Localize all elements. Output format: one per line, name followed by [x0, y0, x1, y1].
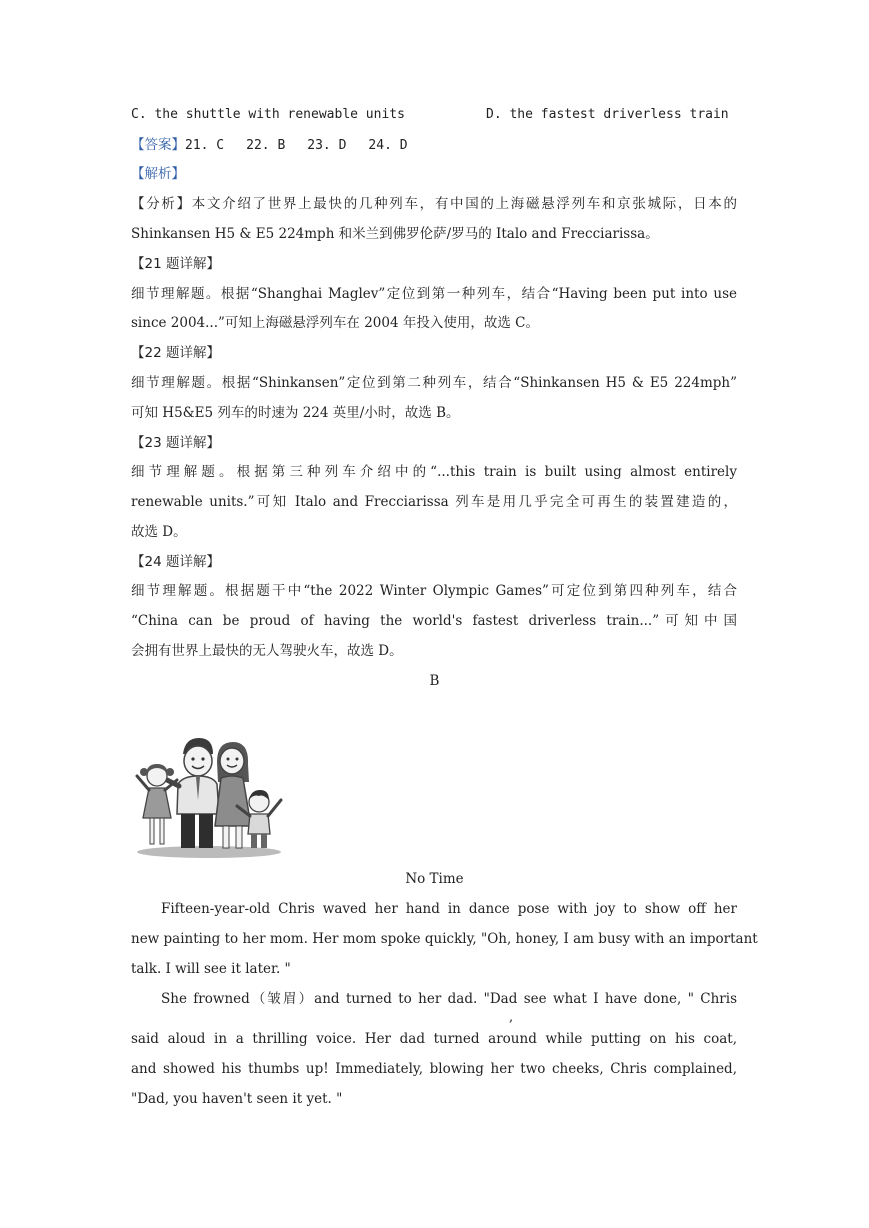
summary-line: 【分析】本文介绍了世界上最快的几种列车，有中国的上海磁悬浮列车和京张城际，日本的 [131, 196, 737, 212]
q22-text: 细节理解题。根据“Shinkansen”定位到第二种列车，结合“Shinkansen H5 & E5 224mph” [131, 375, 737, 391]
q21-text: since 2004...”可知上海磁悬浮列车在 2004 年投入使用，故选 C。 [131, 315, 539, 331]
q24-text: 细节理解题。根据题干中“the 2022 Winter Olympic Games”可定位到第四种列车，结合 [131, 583, 737, 599]
q22-text: 可知 H5&E5 列车的时速为 224 英里/小时，故选 B。 [131, 405, 460, 421]
q23-text: renewable units.”可知 Italo and Frecciarissa 列车是用几乎完全可再生的装置建造的， [131, 494, 737, 510]
section-letter: B [429, 673, 440, 689]
answer-line [131, 136, 737, 155]
q23-text: 故选 D。 [131, 524, 187, 540]
q24-heading: 【24 题详解】 [131, 554, 220, 570]
answer-item: 23. D [307, 138, 347, 153]
q23-heading: 【23 题详解】 [131, 435, 220, 451]
answer-item: 24. D [368, 138, 408, 153]
father-figure [163, 738, 219, 848]
q23-text: 细节理解题。根据第三种列车介绍中的“...this train is built using almost entirely [131, 464, 737, 480]
q21-text: 细节理解题。根据“Shanghai Maglev”定位到第一种列车，结合“Having been put into use [131, 286, 737, 302]
story-paragraph-line: Fifteen-year-old Chris waved her hand in dance pose with joy to show off her [161, 901, 737, 917]
mother-figure [215, 742, 251, 848]
analysis-label: 【解析】 [131, 166, 185, 182]
story-paragraph-line: said aloud in a thrilling voice. Her dad turned around while putting on his coat, [131, 1031, 737, 1047]
family-illustration [133, 734, 285, 860]
story-paragraph-line: new painting to her mom. Her mom spoke quickly, "Oh, honey, I am busy with an important [131, 931, 758, 947]
stray-comma: , [509, 1010, 514, 1025]
q22-heading: 【22 题详解】 [131, 345, 220, 361]
story-paragraph-line: and showed his thumbs up! Immediately, blowing her two cheeks, Chris complained, [131, 1061, 737, 1077]
option-c: C. the shuttle with renewable units [131, 107, 405, 122]
girl-figure [137, 764, 177, 844]
summary-line: Shinkansen H5 & E5 224mph 和米兰到佛罗伦萨/罗马的 Italo and Frecciarissa。 [131, 226, 659, 242]
q21-heading: 【21 题详解】 [131, 256, 220, 272]
answer-item: 21. C [185, 138, 225, 153]
answer-item: 22. B [246, 138, 286, 153]
story-paragraph-line: She frowned（皱眉）and turned to her dad. "Dad see what I have done, " Chris [161, 991, 737, 1007]
q24-text: 会拥有世界上最快的无人驾驶火车，故选 D。 [131, 643, 403, 659]
q24-text: “China can be proud of having the world's fastest driverless train...”可知中国 [131, 613, 737, 629]
story-paragraph-line: talk. I will see it later. " [131, 961, 291, 977]
story-title: No Time [405, 871, 464, 887]
answer-label: 【答案】 [131, 137, 185, 153]
story-paragraph-line: "Dad, you haven't seen it yet. " [131, 1091, 343, 1107]
option-d: D. the fastest driverless train [486, 107, 729, 122]
